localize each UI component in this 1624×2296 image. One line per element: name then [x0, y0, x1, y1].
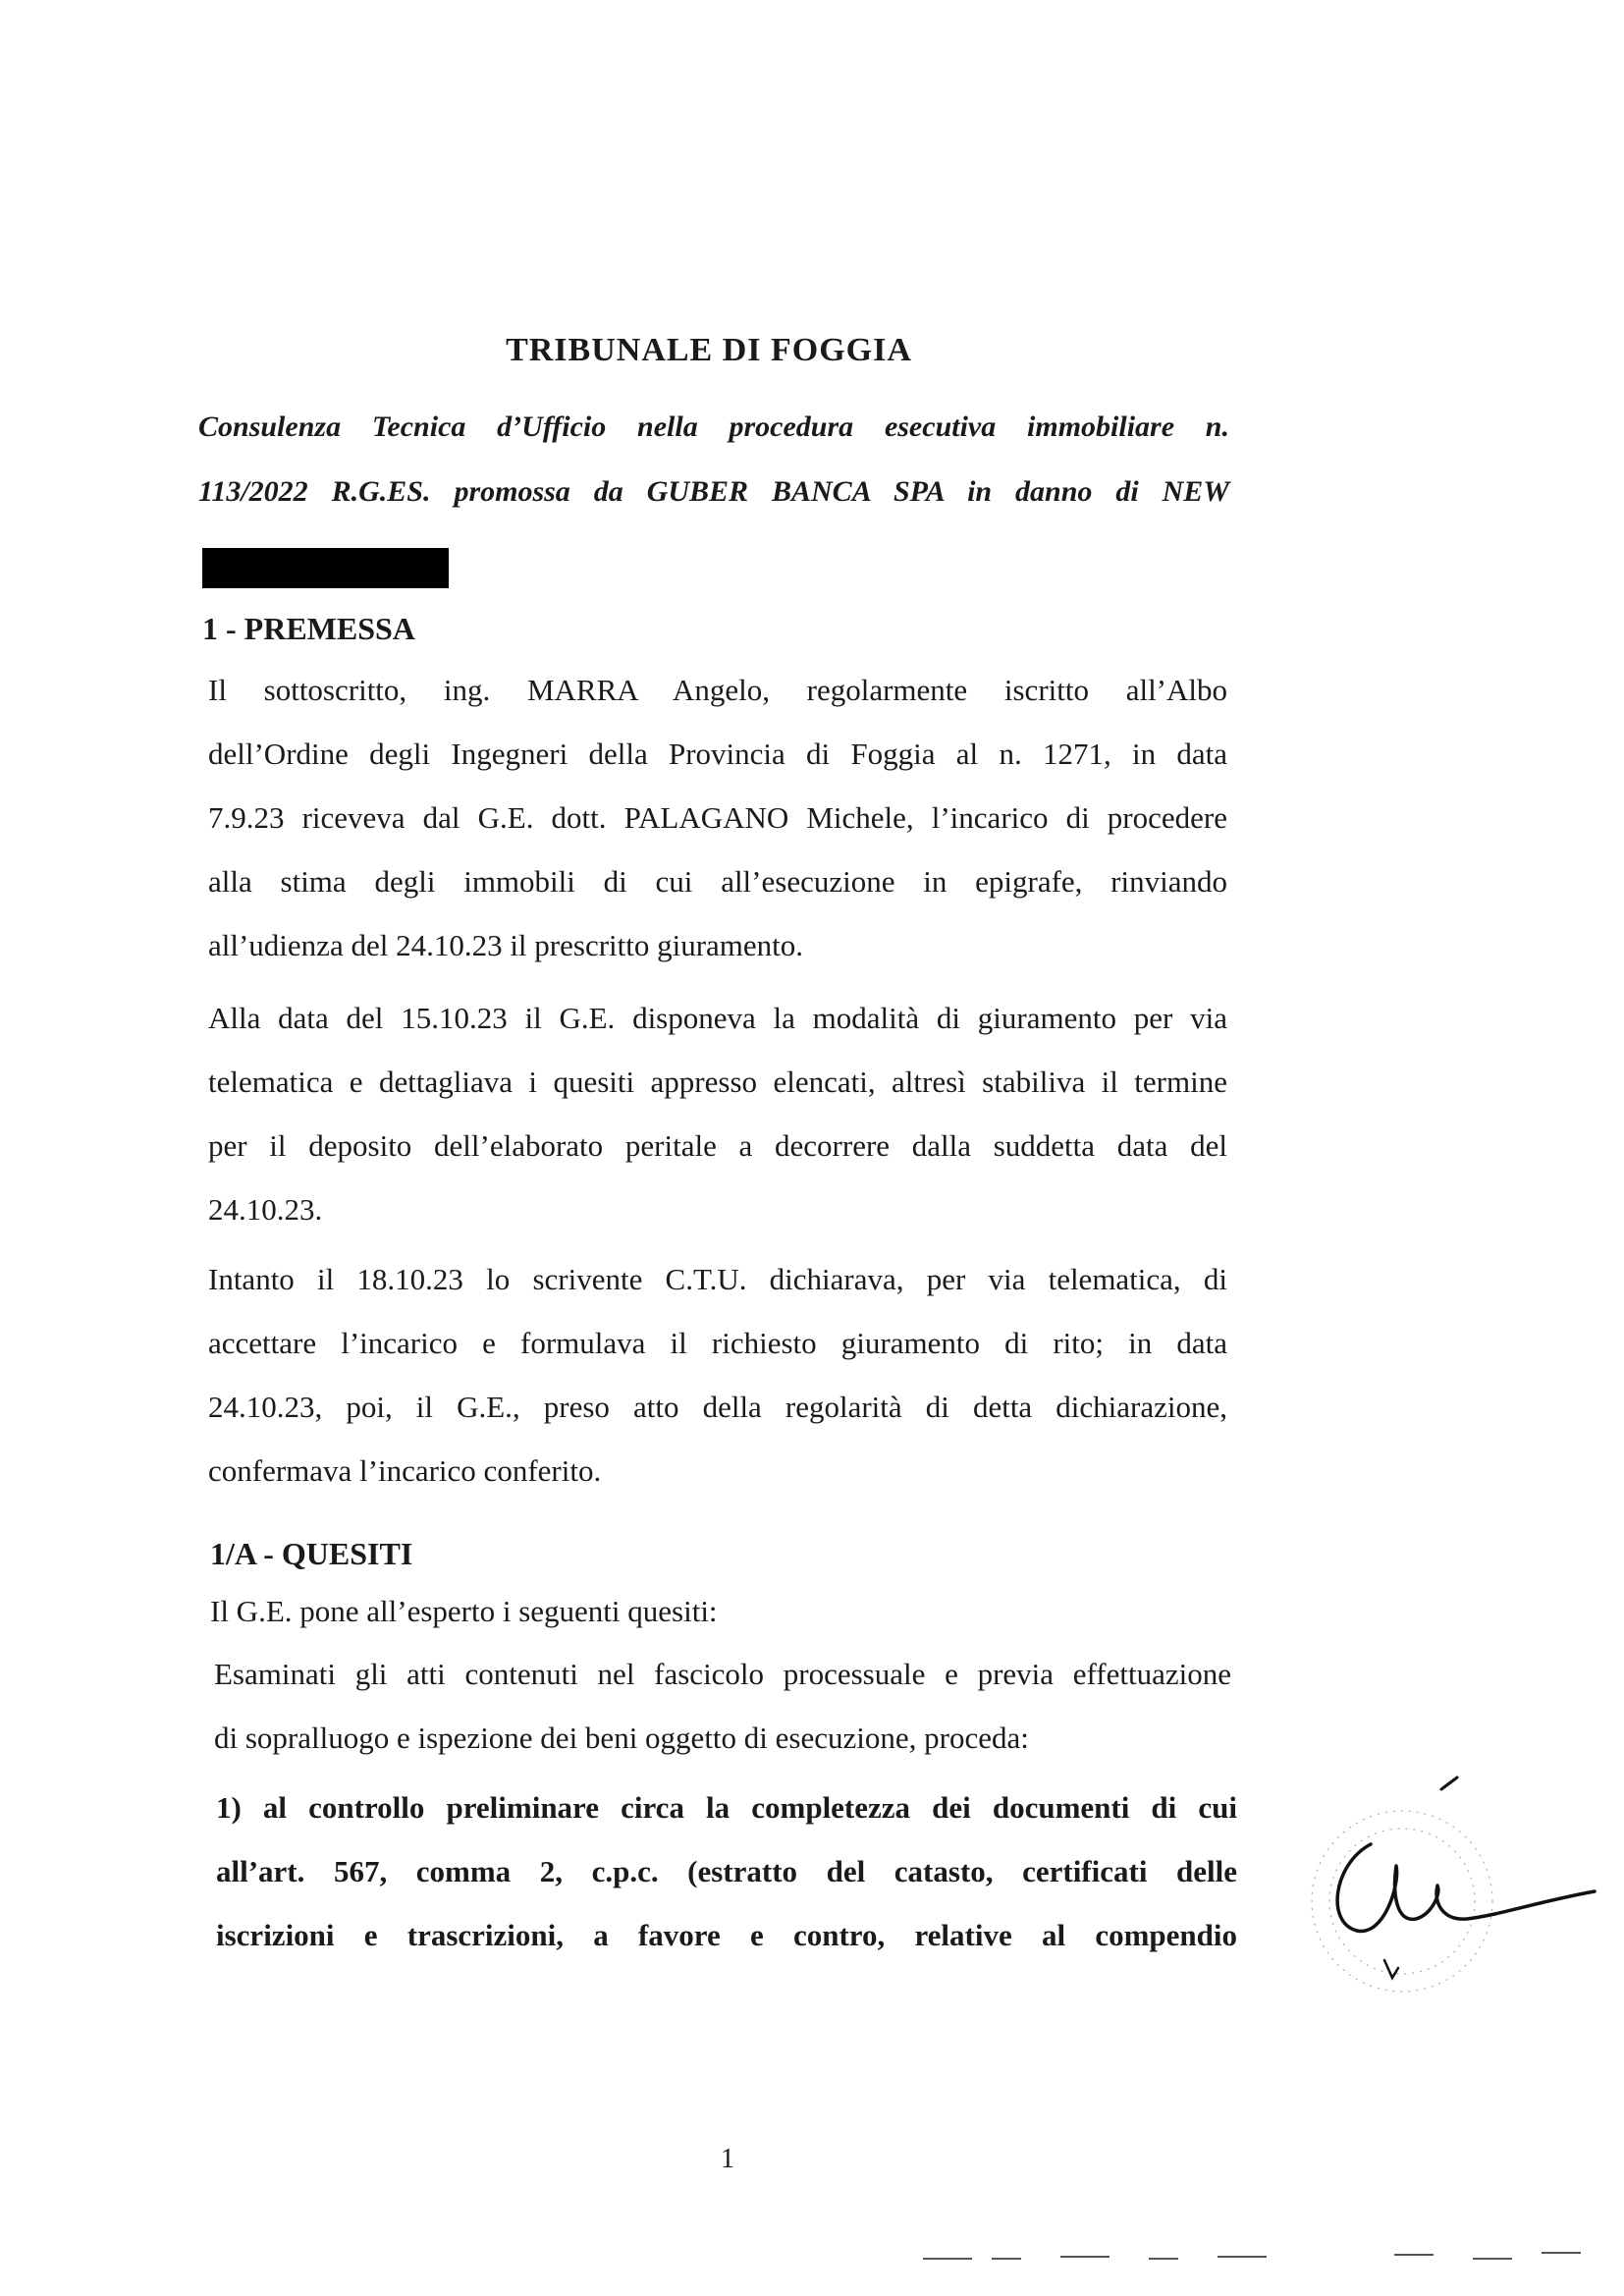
text-line: all’art. 567, comma 2, c.p.c. (estratto del catasto, certificati delle — [216, 1854, 1237, 1888]
signature-stroke — [1337, 1844, 1595, 1931]
subtitle-line-1: Consulenza Tecnica d’Ufficio nella procedura esecutiva immobiliare n. — [198, 410, 1229, 443]
text-line: all’udienza del 24.10.23 il prescritto giuramento. — [208, 928, 804, 962]
text-line: 1) al controllo preliminare circa la completezza dei documenti di cui — [216, 1790, 1237, 1825]
paragraph-quesiti-intro — [210, 1579, 1229, 1643]
text-line: 24.10.23. — [208, 1192, 323, 1227]
text-line: 7.9.23 riceveva dal G.E. dott. PALAGANO Michele, l’incarico di procedere — [208, 800, 1227, 835]
text-line: 24.10.23, poi, il G.E., preso atto della regolarità di detta dichiarazione, — [208, 1390, 1227, 1424]
signature-stamp-image — [1294, 1776, 1608, 2041]
section-heading-premessa: 1 - PREMESSA — [202, 611, 415, 646]
document-subtitle — [198, 395, 1229, 524]
page-number: 1 — [721, 2144, 734, 2174]
text-line: Il sottoscritto, ing. MARRA Angelo, regolarmente iscritto all’Albo — [208, 673, 1227, 707]
text-line: iscrizioni e trascrizioni, a favore e contro, relative al compendio — [216, 1918, 1237, 1952]
text-line: per il deposito dell’elaborato peritale a decorrere dalla suddetta data del — [208, 1128, 1227, 1163]
section-heading-quesiti: 1/A - QUESITI — [210, 1536, 413, 1571]
text-line: Esaminati gli atti contenuti nel fascicolo processuale e previa effettuazione — [214, 1657, 1231, 1691]
text-line: telematica e dettagliava i quesiti appresso elencati, altresì stabiliva il termine — [208, 1065, 1227, 1099]
scan-edge-marks — [0, 2245, 1624, 2274]
text-line: confermava l’incarico conferito. — [208, 1453, 602, 1488]
document-title: TRIBUNALE DI FOGGIA — [506, 332, 912, 368]
text-line: dell’Ordine degli Ingegneri della Provincia di Foggia al n. 1271, in data — [208, 737, 1227, 771]
text-line: di sopralluogo e ispezione dei beni oggetto di esecuzione, proceda: — [214, 1721, 1029, 1755]
text-line: Il G.E. pone all’esperto i seguenti quesiti: — [210, 1594, 718, 1628]
text-line: alla stima degli immobili di cui all’esecuzione in epigrafe, rinviando — [208, 864, 1227, 899]
paragraph-premessa-3 — [208, 1247, 1227, 1503]
text-line: Alla data del 15.10.23 il G.E. disponeva la modalità di giuramento per via — [208, 1001, 1227, 1035]
paragraph-quesiti-2 — [214, 1642, 1231, 1770]
subtitle-line-2: 113/2022 R.G.ES. promossa da GUBER BANCA SPA in danno di NEW — [198, 475, 1229, 508]
paragraph-quesito-1 — [216, 1776, 1237, 1967]
redaction-box — [202, 548, 449, 588]
text-line: Intanto il 18.10.23 lo scrivente C.T.U. dichiarava, per via telematica, di — [208, 1262, 1227, 1296]
text-line: accettare l’incarico e formulava il richiesto giuramento di rito; in data — [208, 1326, 1227, 1360]
paragraph-premessa-2 — [208, 986, 1227, 1241]
paragraph-premessa-1 — [208, 658, 1227, 977]
